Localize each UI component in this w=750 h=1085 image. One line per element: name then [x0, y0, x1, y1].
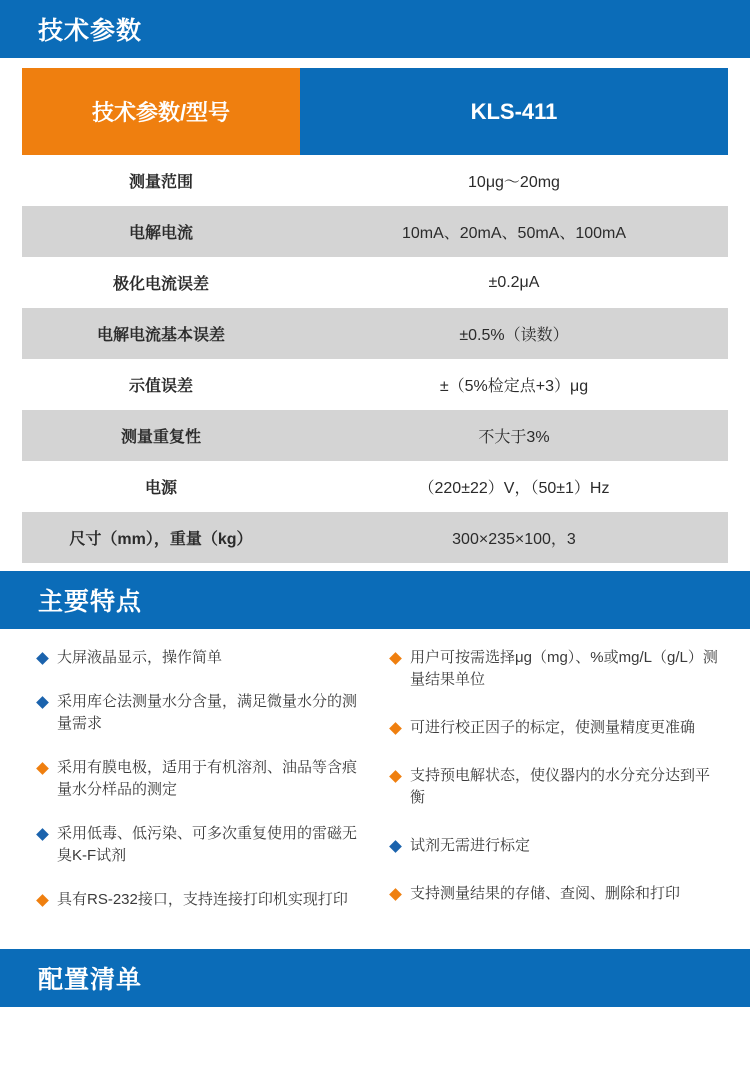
diamond-bullet-icon: [389, 770, 402, 783]
feature-text: 试剂无需进行标定: [409, 837, 530, 854]
diamond-bullet-icon: [36, 696, 49, 709]
diamond-bullet-icon: [36, 894, 49, 907]
feature-text: 大屏液晶显示，操作简单: [57, 649, 223, 666]
diamond-bullet-icon: [36, 762, 49, 775]
feature-text: 采用有膜电极，适用于有机溶剂、油品等含痕量水分样品的测定: [57, 759, 358, 798]
features-columns: [30, 647, 720, 933]
diamond-bullet-icon: [36, 652, 49, 665]
table-header-model: KLS-411: [300, 68, 728, 155]
feature-text: 支持预电解状态，使仪器内的水分充分达到平衡: [409, 767, 710, 806]
spec-value: 10mA、20mA、50mA、100mA: [300, 206, 728, 257]
list-item: [391, 717, 720, 739]
feature-text: 用户可按需选择μg（mg）、%或mg/L（g/L）测量结果单位: [409, 649, 718, 688]
spec-label: 尺寸（mm），重量（kg）: [22, 512, 300, 563]
spec-value: ±0.5%（读数）: [300, 308, 728, 359]
list-item: [391, 647, 720, 691]
list-item: [38, 757, 369, 801]
spec-label: 测量重复性: [22, 410, 300, 461]
diamond-bullet-icon: [389, 722, 402, 735]
table-row: [22, 359, 728, 410]
spec-value: 10μg～20mg: [300, 155, 728, 206]
feature-text: 可进行校正因子的标定，使测量精度更准确: [409, 719, 695, 736]
list-item: [38, 647, 369, 669]
feature-text: 采用低毒、低污染、可多次重复使用的雷磁无臭K-F试剂: [57, 825, 358, 864]
feature-text: 采用库仑法测量水分含量，满足微量水分的测量需求: [57, 693, 358, 732]
spec-label: 电源: [22, 461, 300, 512]
section-title-config: 配置清单: [38, 966, 143, 994]
spec-label: 电解电流基本误差: [22, 308, 300, 359]
section-header-features: [0, 571, 750, 629]
spec-value: （220±22）V，（50±1）Hz: [300, 461, 728, 512]
diamond-bullet-icon: [389, 888, 402, 901]
features-column-left: [30, 647, 369, 933]
table-row: [22, 308, 728, 359]
spec-label: 测量范围: [22, 155, 300, 206]
features-block: [0, 629, 750, 941]
spacer: [0, 58, 750, 68]
spec-value: ±0.2μA: [300, 257, 728, 308]
section-title-features: 主要特点: [38, 588, 143, 616]
list-item: [38, 691, 369, 735]
table-row: [22, 410, 728, 461]
list-item: [391, 883, 720, 905]
table-row: [22, 206, 728, 257]
diamond-bullet-icon: [389, 652, 402, 665]
section-title-specs: 技术参数: [38, 17, 143, 45]
spacer: [0, 941, 750, 949]
list-item: [38, 823, 369, 867]
list-item: [391, 765, 720, 809]
table-header-param: 技术参数/型号: [22, 68, 300, 155]
spec-value: 300×235×100，3: [300, 512, 728, 563]
feature-text: 支持测量结果的存储、查阅、删除和打印: [409, 885, 680, 902]
table-row: [22, 257, 728, 308]
table-header-row: [22, 68, 728, 155]
section-header-specs: [0, 0, 750, 58]
spec-value: ±（5%检定点+3）μg: [300, 359, 728, 410]
spec-table: [22, 68, 728, 563]
diamond-bullet-icon: [36, 828, 49, 841]
spec-label: 极化电流误差: [22, 257, 300, 308]
spec-value: 不大于3%: [300, 410, 728, 461]
spacer: [0, 563, 750, 571]
features-column-right: [381, 647, 720, 933]
table-row: [22, 512, 728, 563]
spec-label: 示值误差: [22, 359, 300, 410]
list-item: [391, 835, 720, 857]
section-header-config: [0, 949, 750, 1007]
diamond-bullet-icon: [389, 840, 402, 853]
feature-text: 具有RS-232接口，支持连接打印机实现打印: [57, 891, 348, 908]
list-item: [38, 889, 369, 911]
table-row: [22, 461, 728, 512]
table-row: [22, 155, 728, 206]
spec-table-body: [22, 68, 728, 563]
spec-label: 电解电流: [22, 206, 300, 257]
